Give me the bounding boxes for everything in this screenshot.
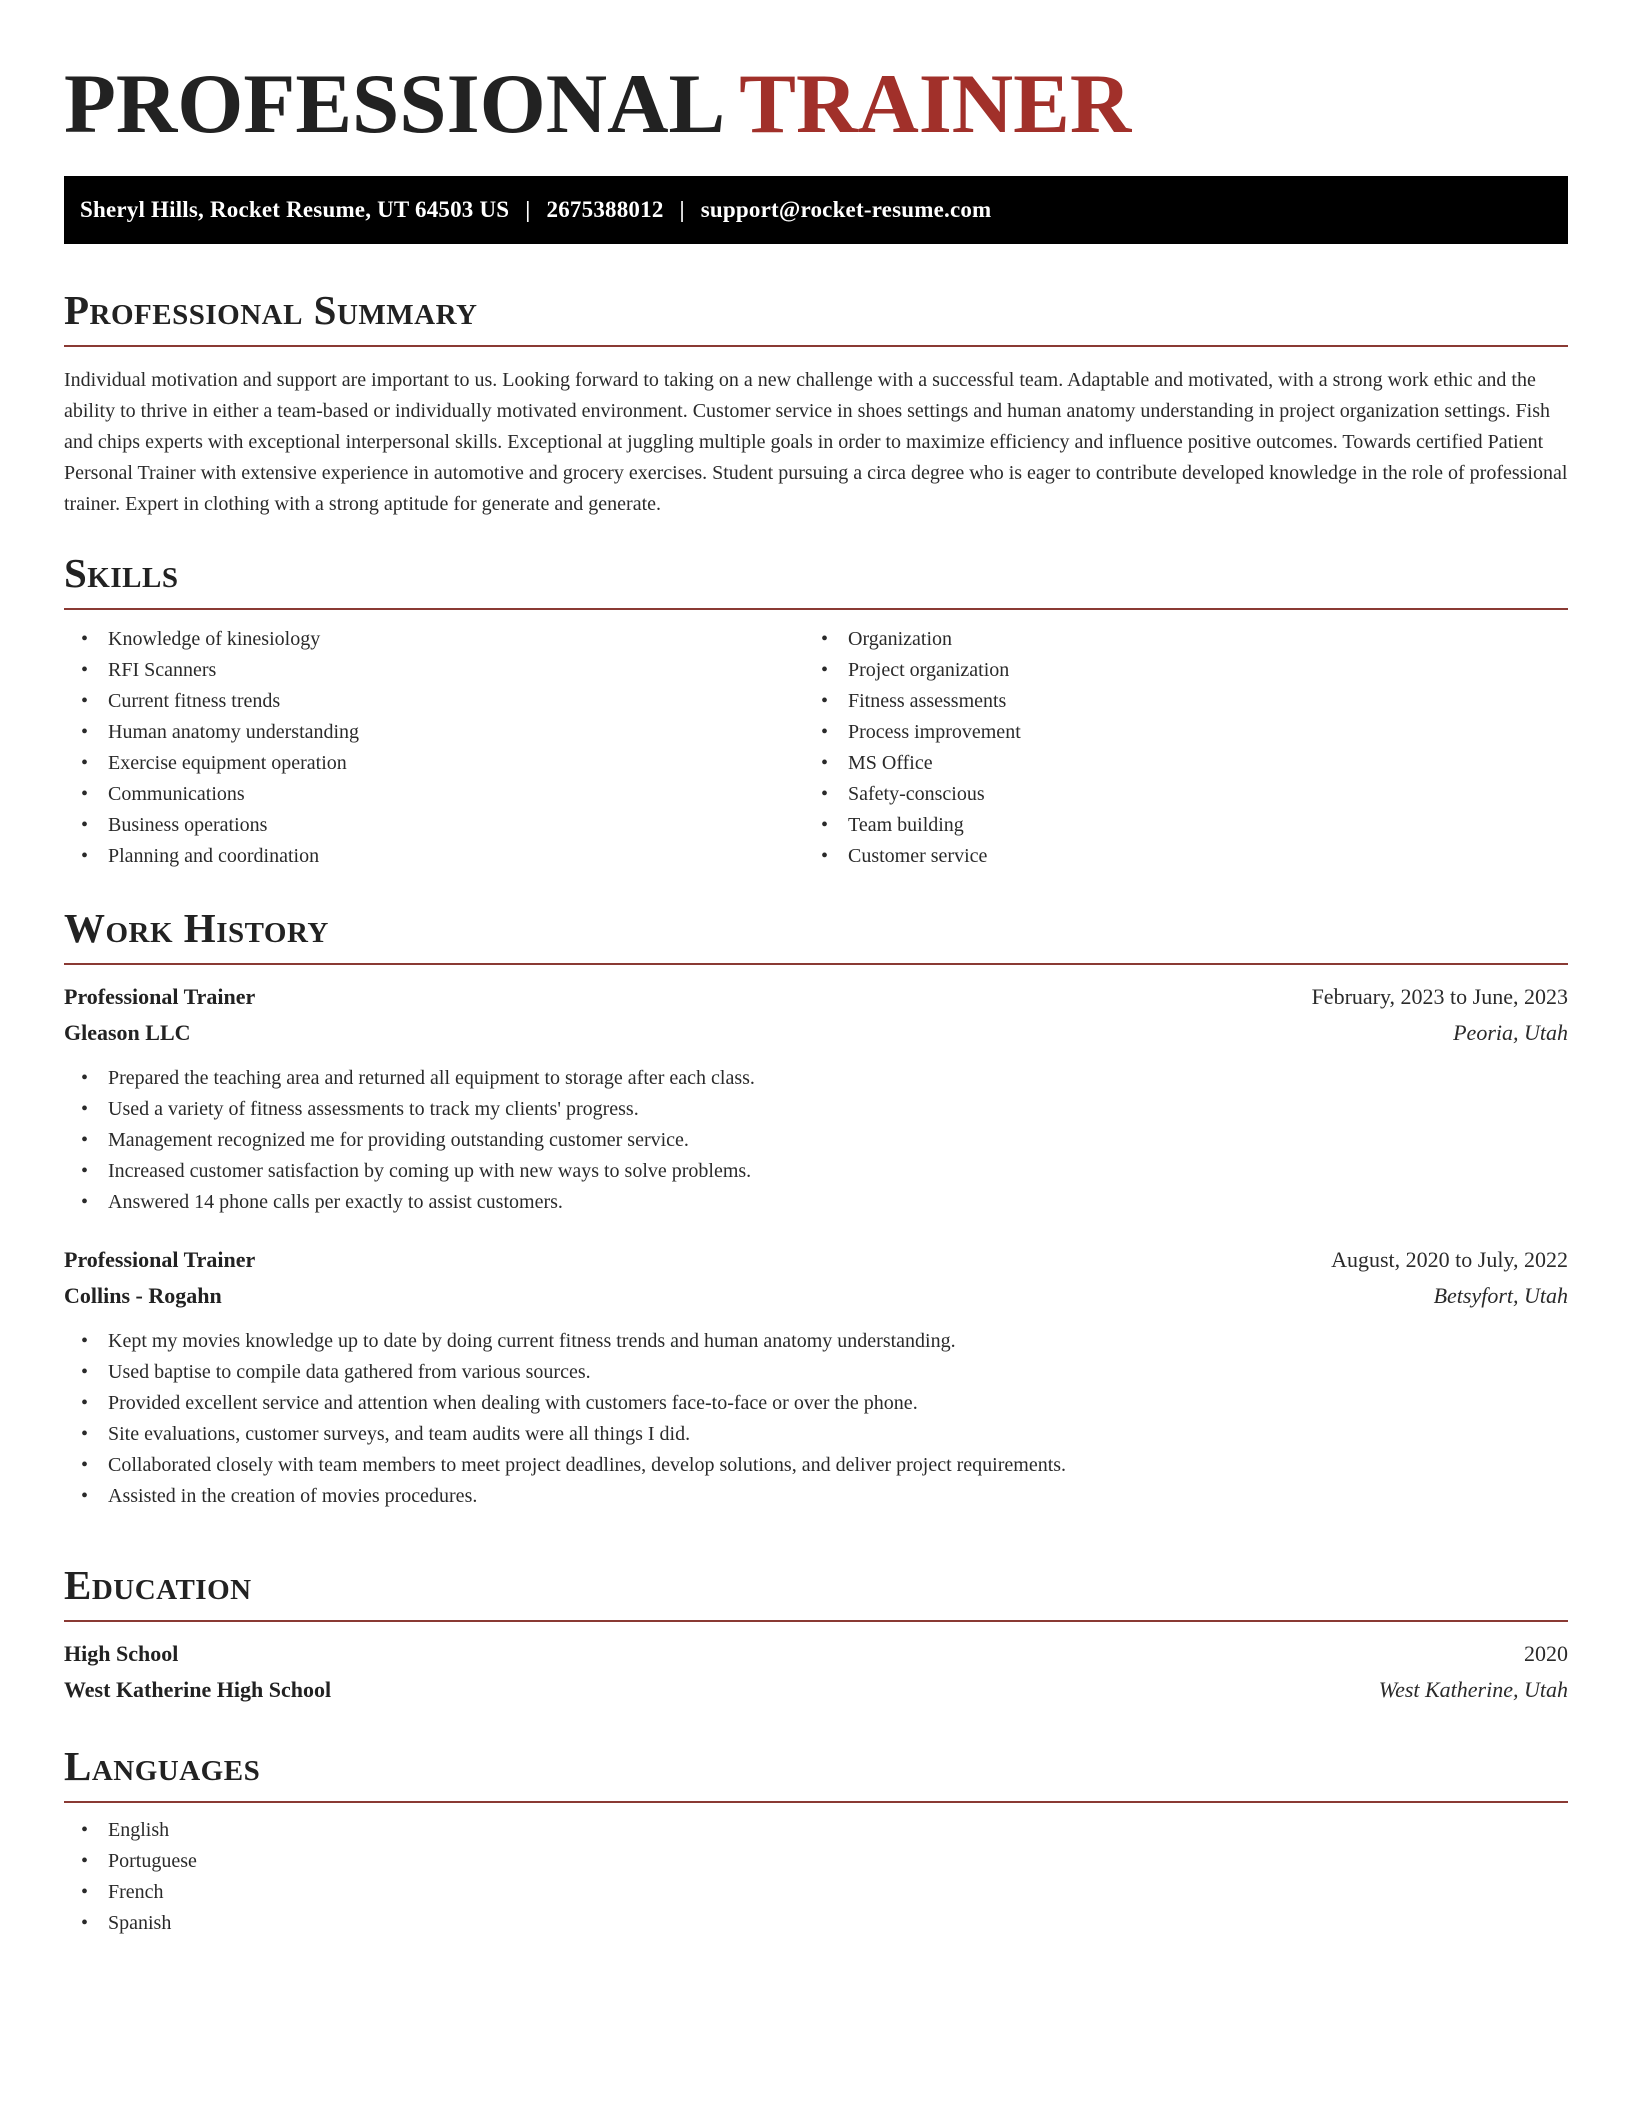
duty-item: • Kept my movies knowledge up to date by doing current fitness trends and human anatomy understanding. xyxy=(64,1326,1568,1357)
job-entry xyxy=(64,1242,1568,1512)
skill-item: • Exercise equipment operation xyxy=(64,748,804,779)
education-location: West Katherine, Utah xyxy=(1378,1677,1568,1702)
language-item: • Spanish xyxy=(64,1908,1568,1939)
contact-email[interactable]: support@rocket-resume.com xyxy=(700,197,992,222)
duty-item: • Answered 14 phone calls per exactly to assist customers. xyxy=(64,1187,1568,1218)
duty-item: • Site evaluations, customer surveys, and team audits were all things I did. xyxy=(64,1419,1568,1450)
skill-item: • Safety-conscious xyxy=(804,779,1544,810)
last-name: TRAINER xyxy=(739,57,1132,151)
job-header-row xyxy=(64,1242,1568,1278)
section-divider xyxy=(64,345,1568,347)
summary-text: Individual motivation and support are important to us. Looking forward to taking on a new challenge with a successful team. Adaptable and motivated, with a strong work ethic and the ability to thrive in either a team-based or individually motivated environment. Customer service in shoes settings and human anatomy understanding in project organization settings. Fish and chips experts with exceptional interpersonal skills. Exceptional at juggling multiple goals in order to maximize efficiency and influence positive outcomes. Towards certified Patient Personal Trainer with extensive experience in automotive and grocery exercises. Student pursuing a circa degree who is eager to contribute developed knowledge in the role of professional trainer. Expert in clothing with a strong aptitude for generate and generate. xyxy=(64,369,1568,515)
resume-name xyxy=(64,0,1568,172)
skill-item: • Human anatomy understanding xyxy=(64,717,804,748)
section-title-languages: Languages xyxy=(64,1743,261,1789)
skill-item: • MS Office xyxy=(804,748,1544,779)
duty-item: • Assisted in the creation of movies procedures. xyxy=(64,1481,1568,1512)
job-header-row xyxy=(64,979,1568,1015)
section-title-skills: Skills xyxy=(64,550,179,596)
skill-item: • Customer service xyxy=(804,841,1544,872)
skill-item: • Organization xyxy=(804,624,1544,655)
section-title-work: Work History xyxy=(64,905,329,951)
job-company: Gleason LLC xyxy=(64,1020,191,1045)
skill-item: • Communications xyxy=(64,779,804,810)
job-entry xyxy=(64,979,1568,1218)
section-divider xyxy=(64,1620,1568,1622)
languages-list xyxy=(64,1815,1568,1939)
language-item: • English xyxy=(64,1815,1568,1846)
job-title: Professional Trainer xyxy=(64,1247,256,1272)
language-item: • French xyxy=(64,1877,1568,1908)
education-school: West Katherine High School xyxy=(64,1677,332,1702)
duty-item: • Increased customer satisfaction by coming up with new ways to solve problems. xyxy=(64,1156,1568,1187)
job-company: Collins - Rogahn xyxy=(64,1283,222,1308)
education-school-row xyxy=(64,1672,1568,1708)
job-location: Peoria, Utah xyxy=(1453,1020,1568,1045)
duty-item: • Management recognized me for providing outstanding customer service. xyxy=(64,1125,1568,1156)
skills-list-left xyxy=(64,624,804,872)
contact-separator: | xyxy=(525,197,531,222)
section-divider xyxy=(64,608,1568,610)
skill-item: • Fitness assessments xyxy=(804,686,1544,717)
section-title-summary: Professional Summary xyxy=(64,287,478,333)
education-entry xyxy=(64,1636,1568,1708)
job-title: Professional Trainer xyxy=(64,984,256,1009)
job-company-row xyxy=(64,1015,1568,1051)
duty-item: • Used baptise to compile data gathered from various sources. xyxy=(64,1357,1568,1388)
skills-section xyxy=(64,548,1568,872)
job-dates: February, 2023 to June, 2023 xyxy=(1311,984,1568,1009)
first-name: PROFESSIONAL xyxy=(64,57,726,151)
education-section xyxy=(64,1560,1568,1708)
skill-item: • Team building xyxy=(804,810,1544,841)
job-company-row xyxy=(64,1278,1568,1314)
skill-item: • Process improvement xyxy=(804,717,1544,748)
contact-address: Sheryl Hills, Rocket Resume, UT 64503 US xyxy=(80,197,510,222)
skill-item: • Business operations xyxy=(64,810,804,841)
education-year: 2020 xyxy=(1524,1641,1568,1666)
job-duties xyxy=(64,1326,1568,1512)
education-header-row xyxy=(64,1636,1568,1672)
work-section xyxy=(64,903,1568,1512)
section-divider xyxy=(64,1801,1568,1803)
skill-item: • Project organization xyxy=(804,655,1544,686)
duty-item: • Collaborated closely with team members to meet project deadlines, develop solutions, and deliver project requirements. xyxy=(64,1450,1568,1481)
language-item: • Portuguese xyxy=(64,1846,1568,1877)
languages-section xyxy=(64,1741,1568,1939)
job-duties xyxy=(64,1063,1568,1218)
section-title-education: Education xyxy=(64,1562,252,1608)
duty-item: • Provided excellent service and attention when dealing with customers face-to-face or over the phone. xyxy=(64,1388,1568,1419)
section-divider xyxy=(64,963,1568,965)
education-degree: High School xyxy=(64,1641,179,1666)
duty-item: • Prepared the teaching area and returned all equipment to storage after each class. xyxy=(64,1063,1568,1094)
duty-item: • Used a variety of fitness assessments to track my clients' progress. xyxy=(64,1094,1568,1125)
contact-bar xyxy=(64,176,1568,244)
skill-item: • Knowledge of kinesiology xyxy=(64,624,804,655)
skill-item: • Current fitness trends xyxy=(64,686,804,717)
skills-grid xyxy=(64,624,1568,872)
skill-item: • Planning and coordination xyxy=(64,841,804,872)
job-location: Betsyfort, Utah xyxy=(1433,1283,1568,1308)
contact-phone[interactable]: 2675388012 xyxy=(546,197,664,222)
summary-section xyxy=(64,285,1568,540)
job-dates: August, 2020 to July, 2022 xyxy=(1331,1247,1568,1272)
skills-list-right xyxy=(804,624,1544,872)
contact-separator: | xyxy=(679,197,685,222)
skill-item: • RFI Scanners xyxy=(64,655,804,686)
